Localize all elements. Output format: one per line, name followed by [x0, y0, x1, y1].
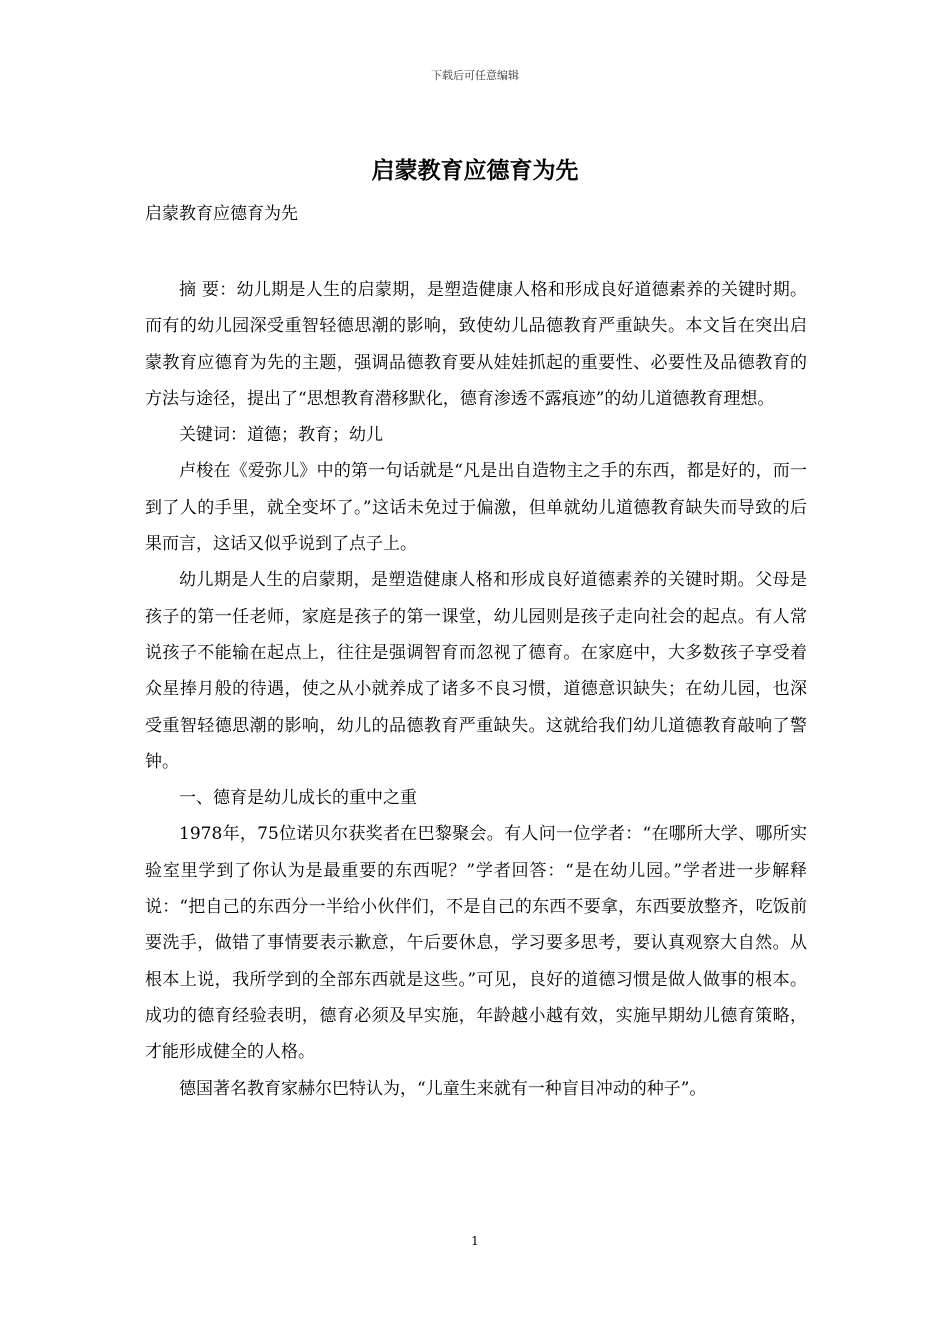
body-paragraph: 德国著名教育家赫尔巴特认为，“儿童生来就有一种盲目冲动的种子”。 [179, 1078, 707, 1099]
page-number: 1 [471, 1234, 479, 1248]
document-subtitle: 启蒙教育应德育为先 [145, 204, 298, 224]
header-note: 下载后可任意编辑 [431, 69, 519, 82]
body-paragraph: 幼儿期是人生的启蒙期，是塑造健康人格和形成良好道德素养的关键时期。父母是孩子的第一任老师，家庭是孩子的第一课堂，幼儿园则是孩子走向社会的起点。有人常说孩子不能输在起点上，往往是强调智育而忽视了德育。在家庭中，大多数孩子享受着众星捧月般的待遇，使之从小就养成了诸多不良习惯，道德意识缺失；在幼儿园，也深受重智轻德思潮的影响，幼儿的品德教育严重缺失。这就给我们幼儿道德教育敲响了警钟。 [145, 570, 807, 772]
body-paragraph: 卢梭在《爱弥儿》中的第一句话就是“凡是出自造物主之手的东西，都是好的，而一到了人的手里，就全变坏了。”这话未免过于偏激，但单就幼儿道德教育缺失而导致的后果而言，这话又似乎说到了点子上。 [145, 461, 807, 555]
keywords-paragraph: 关键词：道德；教育；幼儿 [179, 425, 383, 446]
body-text [145, 272, 807, 1107]
document-title: 启蒙教育应德育为先 [371, 157, 579, 184]
body-paragraph: 1978年，75位诺贝尔获奖者在巴黎聚会。有人问一位学者：“在哪所大学、哪所实验室里学到了你认为是最重要的东西呢？”学者回答：“是在幼儿园。”学者进一步解释说：“把自己的东西分一半给小伙伴们，不是自己的东西不要拿，东西要放整齐，吃饭前要洗手，做错了事情要表示歉意，午后要休息，学习要多思考，要认真观察大自然。从根本上说，我所学到的全部东西就是这些。”可见，良好的道德习惯是做人做事的根本。成功的德育经验表明，德育必须及早实施，年龄越小越有效，实施早期幼儿德育策略，才能形成健全的人格。 [145, 824, 807, 1063]
abstract-paragraph: 摘 要：幼儿期是人生的启蒙期，是塑造健康人格和形成良好道德素养的关键时期。而有的幼儿园深受重智轻德思潮的影响，致使幼儿品德教育严重缺失。本文旨在突出启蒙教育应德育为先的主题，强调品德教育要从娃娃抓起的重要性、必要性及品德教育的方法与途径，提出了“思想教育潜移默化，德育渗透不露痕迹”的幼儿道德教育理想。 [145, 280, 807, 409]
section-heading: 一、德育是幼儿成长的重中之重 [179, 788, 417, 809]
